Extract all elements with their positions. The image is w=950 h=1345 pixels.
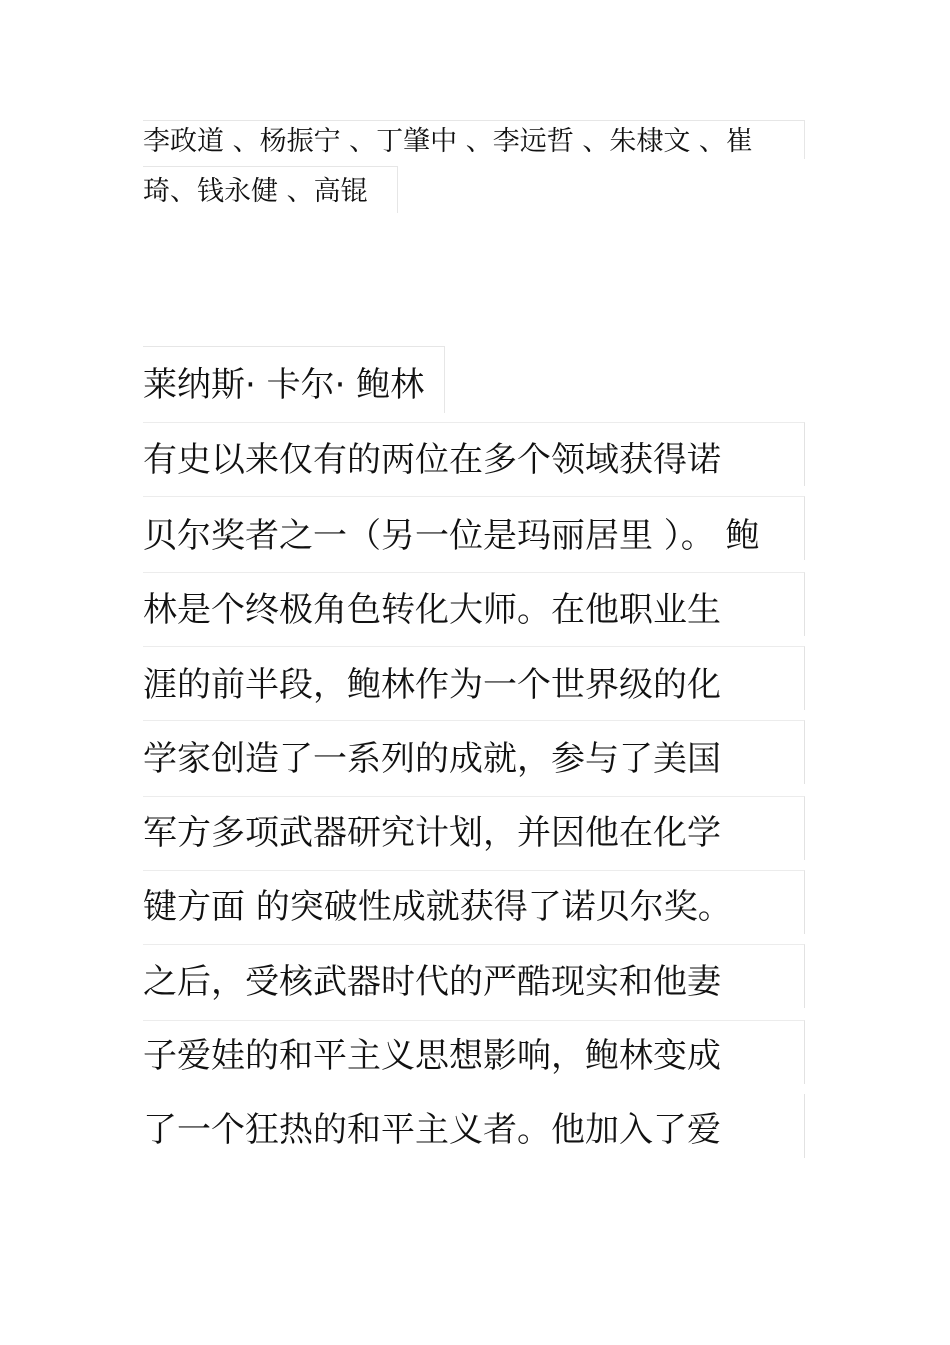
paragraph-line: 子爱娃的和平主义思想影响，鲍林变成 xyxy=(143,1036,721,1076)
paragraph-line: 之后，受核武器时代的严酷现实和他妻 xyxy=(143,962,721,1002)
paragraph-line: 林是个终极角色转化大师。在他职业生 xyxy=(143,590,721,630)
paragraph-line: 键方面 的突破性成就获得了诺贝尔奖。 xyxy=(143,887,732,927)
paragraph-line: 涯的前半段，鲍林作为一个世界级的化 xyxy=(143,665,721,705)
names-line-2: 琦、钱永健 、高锟 xyxy=(143,176,368,207)
paragraph-line: 有史以来仅有的两位在多个领域获得诺 xyxy=(143,440,721,480)
paragraph-line: 贝尔奖者之一（另一位是玛丽居里 ）。 鲍 xyxy=(143,516,760,556)
names-list xyxy=(143,120,805,215)
body-paragraph xyxy=(143,422,805,1162)
paragraph-line: 军方多项武器研究计划，并因他在化学 xyxy=(143,813,721,853)
paragraph-line: 了一个狂热的和平主义者。他加入了爱 xyxy=(143,1110,721,1150)
paragraph-line: 学家创造了一系列的成就，参与了美国 xyxy=(143,739,721,779)
names-line-1: 李政道 、杨振宁 、丁肇中 、李远哲 、朱棣文 、崔 xyxy=(143,126,753,157)
heading-text: 莱纳斯· 卡尔· 鲍林 xyxy=(143,365,425,405)
